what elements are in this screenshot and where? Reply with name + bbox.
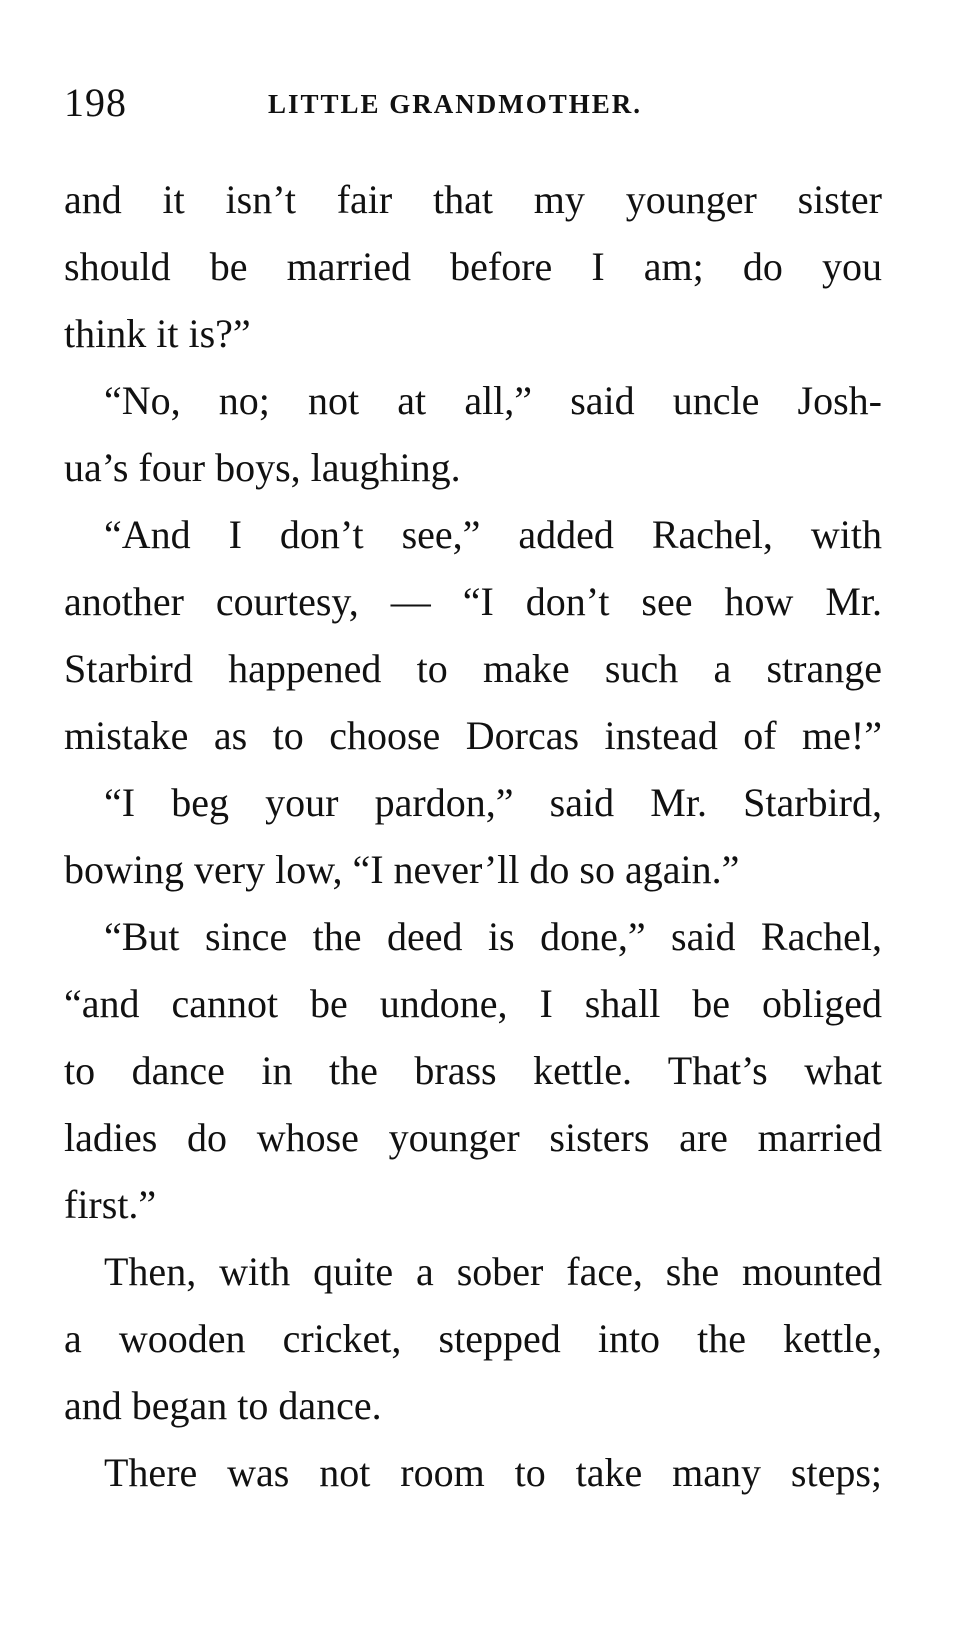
- text-line: mistake as to choose Dorcas instead of me!”: [64, 713, 882, 758]
- text-line: “And I don’t see,” added Rachel, with: [104, 512, 882, 557]
- text-line: a wooden cricket, stepped into the kettle,: [64, 1316, 882, 1361]
- text-line: Starbird happened to make such a strange: [64, 646, 882, 691]
- text-line: another courtesy, — “I don’t see how Mr.: [64, 579, 882, 624]
- text-line: ladies do whose younger sisters are married: [64, 1115, 882, 1160]
- text-line: first.”: [64, 1182, 157, 1227]
- page-number: 198: [64, 80, 127, 125]
- text-line: and it isn’t fair that my younger sister: [64, 177, 882, 222]
- text-line: “But since the deed is done,” said Rachel,: [104, 914, 882, 959]
- text-line: should be married before I am; do you: [64, 244, 882, 289]
- text-line: think it is?”: [64, 311, 251, 356]
- text-line: to dance in the brass kettle. That’s what: [64, 1048, 882, 1093]
- body-text: [64, 166, 882, 1506]
- text-line: bowing very low, “I never’ll do so again.”: [64, 847, 740, 892]
- text-line: ua’s four boys, laughing.: [64, 445, 461, 490]
- text-line: “I beg your pardon,” said Mr. Starbird,: [104, 780, 882, 825]
- text-line: “No, no; not at all,” said uncle Josh-: [104, 378, 882, 423]
- running-head: [64, 78, 894, 128]
- text-line: Then, with quite a sober face, she mounted: [104, 1249, 882, 1294]
- text-line: and began to dance.: [64, 1383, 382, 1428]
- text-line: There was not room to take many steps;: [104, 1450, 882, 1495]
- running-title: LITTLE GRANDMOTHER.: [268, 89, 643, 119]
- text-line: “and cannot be undone, I shall be obliged: [64, 981, 882, 1026]
